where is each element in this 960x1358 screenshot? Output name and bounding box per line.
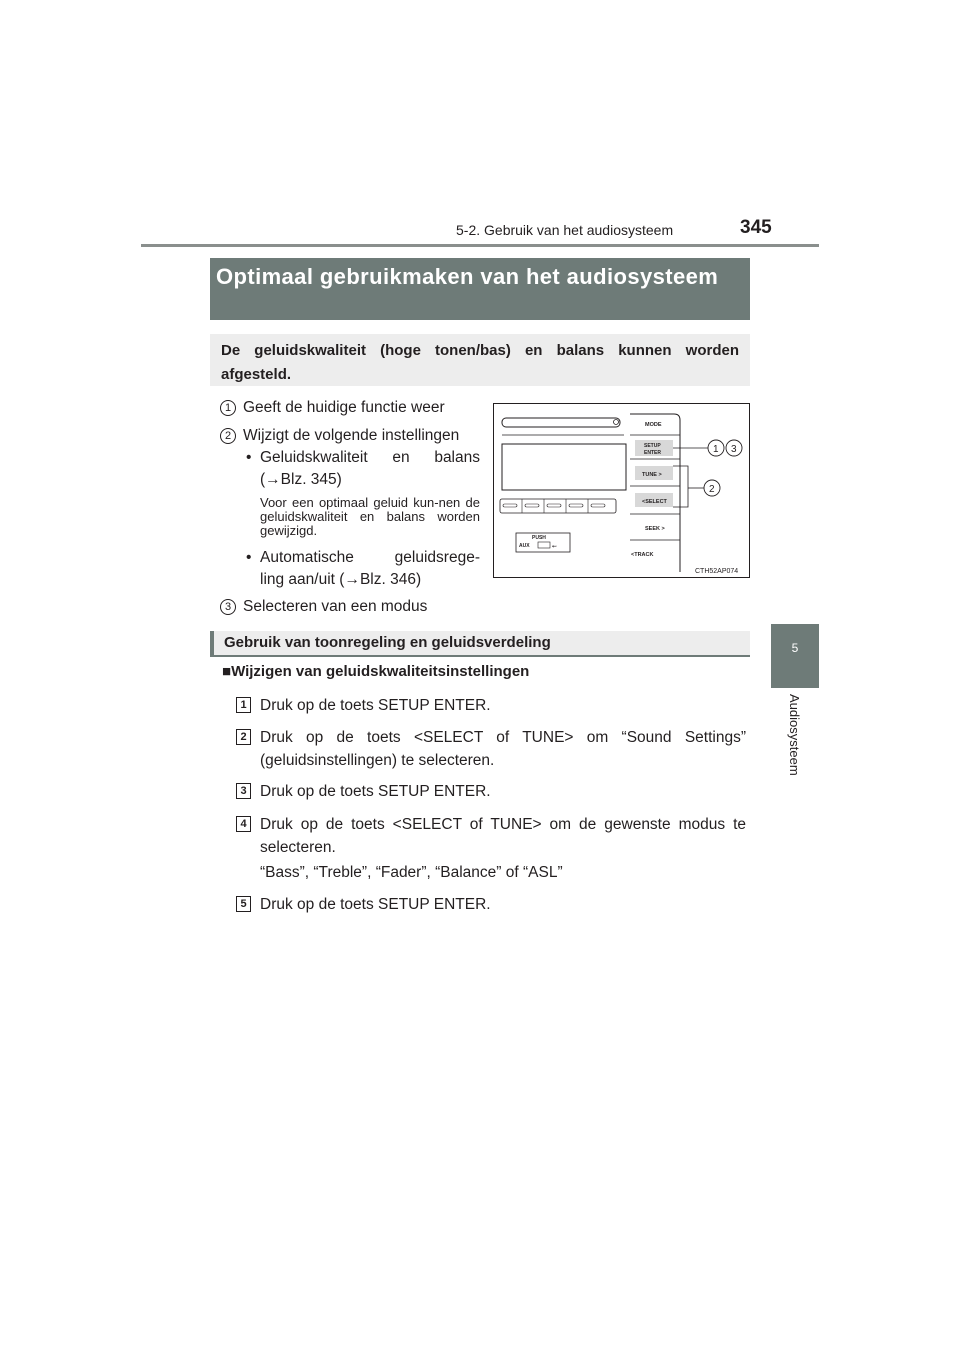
- step-text: Druk op de toets SETUP ENTER.: [260, 697, 491, 714]
- section-title: 5-2. Gebruik van het audiosysteem: [456, 222, 674, 238]
- step-number: 4: [236, 816, 251, 832]
- item-number: 3: [220, 599, 236, 615]
- usb-icon: ⇜: [552, 543, 558, 550]
- header-divider: [141, 244, 819, 247]
- aux-label: AUX: [519, 543, 530, 549]
- push-label: PUSH: [532, 535, 546, 541]
- item-text: Selecteren van een modus: [243, 598, 428, 615]
- step-detail: “Bass”, “Treble”, “Fader”, “Balance” of “ASL”: [260, 864, 563, 881]
- step-text: Druk op de toets SETUP ENTER.: [260, 896, 491, 913]
- enter-label: ENTER: [644, 450, 661, 456]
- square-bullet-icon: ■: [222, 663, 232, 680]
- section-subheading: Gebruik van toonregeling en geluidsverdeling: [210, 631, 750, 657]
- callout-number: 2: [709, 484, 715, 495]
- bullet-text: ling aan/uit (→Blz. 346): [260, 571, 422, 588]
- item-text: Geeft de huidige functie weer: [243, 399, 445, 416]
- bullet-text: (→Blz. 345): [260, 471, 342, 488]
- chapter-tab: 5: [771, 624, 819, 685]
- bullet-mark: •: [246, 449, 252, 466]
- page-number: 345: [740, 217, 772, 238]
- select-button-label: <SELECT: [642, 499, 667, 505]
- bullet-text: Automatische geluidsrege-: [260, 549, 480, 566]
- page-title: Optimaal gebruikmaken van het audiosysteem: [210, 258, 750, 320]
- chapter-tab-divider: [771, 685, 819, 688]
- step-number: 2: [236, 729, 251, 745]
- bullet-mark: •: [246, 549, 252, 566]
- tune-button-label: TUNE >: [642, 472, 662, 478]
- intro-text: De geluidskwaliteit (hoge tonen/bas) en balans kunnen worden afgesteld.: [210, 334, 750, 386]
- audio-panel-figure: [493, 403, 750, 578]
- subsection-title-text: Wijzigen van geluidskwaliteitsinstellingen: [231, 663, 530, 680]
- bullet-text: Geluidskwaliteit en balans: [260, 449, 480, 466]
- seek-button-label: SEEK >: [645, 526, 665, 532]
- track-button-label: <TRACK: [631, 552, 654, 558]
- step-number: 5: [236, 896, 251, 912]
- subsection-title: [222, 663, 529, 680]
- item-number: 2: [220, 428, 236, 444]
- step-number: 3: [236, 783, 251, 799]
- mode-button-label: MODE: [645, 422, 662, 428]
- step-text: Druk op de toets SETUP ENTER.: [260, 783, 491, 800]
- callout-number: 3: [731, 444, 737, 455]
- item-text: Wijzigt de volgende instellingen: [243, 427, 460, 444]
- figure-code: CTH52AP074: [695, 568, 739, 575]
- item-number: 1: [220, 400, 236, 416]
- step-number: 1: [236, 697, 251, 713]
- callout-number: 1: [713, 444, 719, 455]
- note-text: Voor een optimaal geluid kun-nen de geluidskwaliteit en balans worden gewijzigd.: [260, 495, 480, 538]
- setup-label: SETUP: [644, 443, 661, 449]
- audio-panel-illustration: [494, 404, 749, 577]
- step-text: Druk op de toets <SELECT of TUNE> om “Sound Settings” (geluidsinstellingen) te selecteren.: [260, 729, 746, 769]
- step-text: Druk op de toets <SELECT of TUNE> om de gewenste modus te selecteren.: [260, 816, 746, 856]
- chapter-label: Audiosysteem: [787, 694, 802, 776]
